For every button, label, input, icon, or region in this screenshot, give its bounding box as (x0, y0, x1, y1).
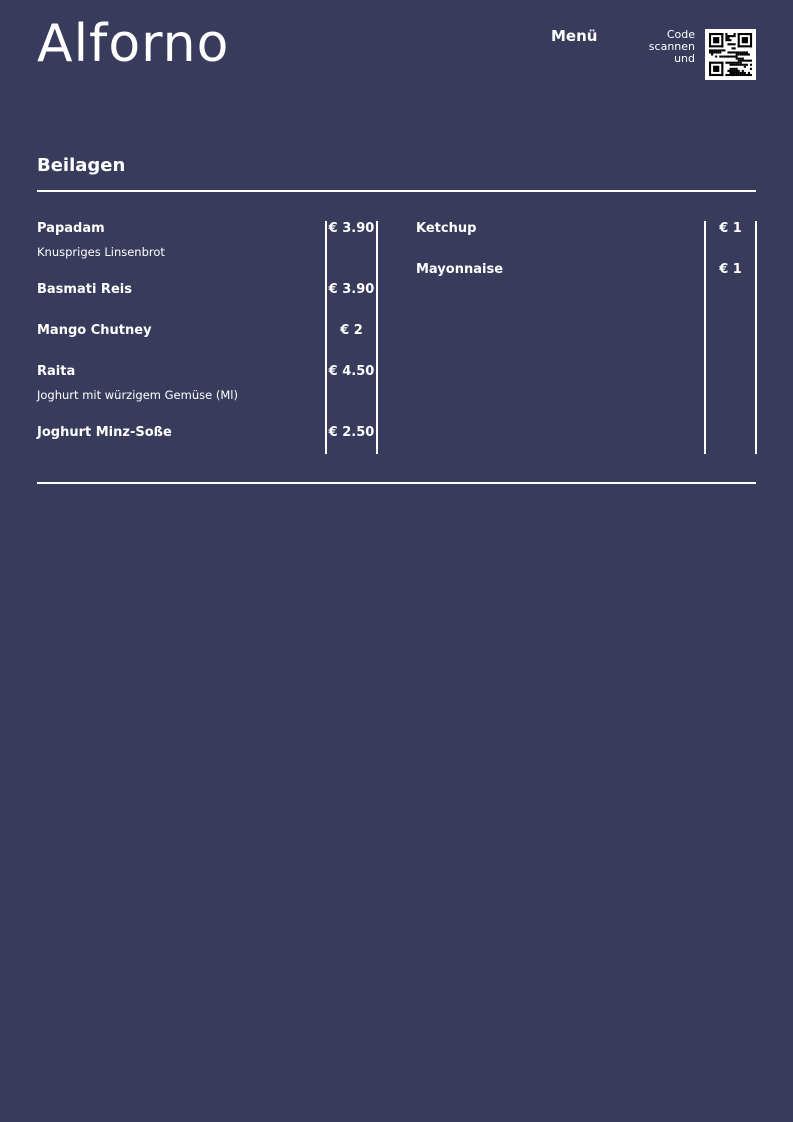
item-name: Raita (37, 364, 76, 379)
price-column-border-right (755, 221, 757, 454)
qr-caption-line-3: und (674, 52, 695, 65)
item-price: € 3.90 (328, 282, 375, 297)
menu-column-right (416, 221, 757, 454)
item-price: € 4.50 (328, 364, 375, 379)
item-description: Joghurt mit würzigem Gemüse (Ml) (37, 388, 238, 402)
item-price: € 1 (719, 262, 742, 277)
divider-top (37, 190, 756, 192)
qr-code-icon[interactable] (705, 29, 756, 80)
item-name: Basmati Reis (37, 282, 132, 297)
item-price: € 2.50 (328, 425, 375, 440)
menu-label[interactable]: Menü (551, 27, 598, 45)
price-column-border-left (704, 221, 706, 454)
qr-caption (625, 29, 695, 65)
qr-caption-line-1: Code (666, 28, 695, 41)
brand-title: Alforno (37, 14, 230, 74)
item-price: € 2 (340, 323, 363, 338)
item-name: Joghurt Minz-Soße (37, 425, 172, 440)
qr-caption-line-2: scannen (648, 40, 695, 53)
price-column-border-right (376, 221, 378, 454)
item-description: Knuspriges Linsenbrot (37, 245, 165, 259)
item-name: Mango Chutney (37, 323, 152, 338)
item-name: Mayonnaise (416, 262, 504, 277)
divider-bottom (37, 482, 756, 484)
menu-column-left (37, 221, 378, 454)
item-name: Ketchup (416, 221, 477, 236)
section-title: Beilagen (37, 155, 126, 176)
item-name: Papadam (37, 221, 105, 236)
item-price: € 1 (719, 221, 742, 236)
item-price: € 3.90 (328, 221, 375, 236)
